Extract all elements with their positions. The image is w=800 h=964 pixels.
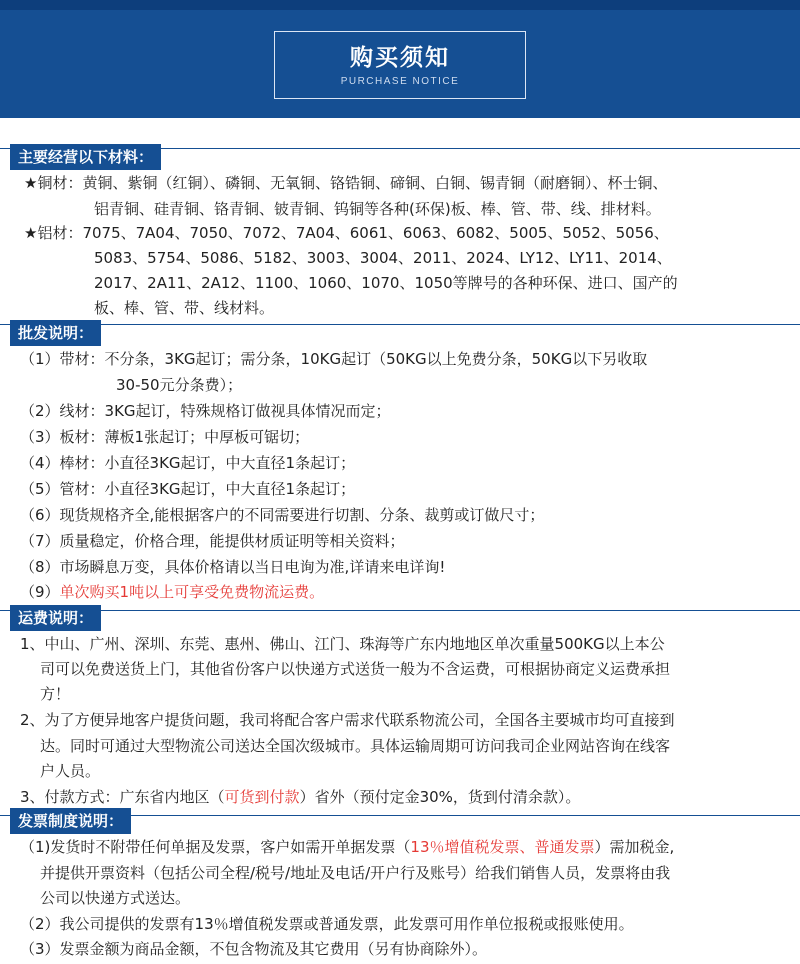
invoice-line: （2）我公司提供的发票有13％增值税发票或普通发票，此发票可用作单位报税或报账使用。 bbox=[20, 915, 634, 933]
wholesale-line: 30-50元分条费）； bbox=[116, 376, 243, 394]
section-heading-materials: 主要经营以下材料： bbox=[10, 144, 161, 170]
materials-line: 板、棒、管、带、线材料。 bbox=[94, 299, 275, 317]
wholesale-line-9 bbox=[20, 579, 324, 605]
section-divider bbox=[0, 324, 800, 325]
section-heading-wholesale: 批发说明： bbox=[10, 320, 101, 346]
invoice-line: （3）发票金额为商品金额，不包含物流及其它费用（另有协商除外）。 bbox=[20, 940, 488, 958]
invoice-line-1-prefix: （1)发货时不附带任何单据及发票，客户如需开单据发票（ bbox=[20, 838, 411, 856]
section-heading-invoice: 发票制度说明： bbox=[10, 808, 131, 834]
free-shipping-highlight: 单次购买1吨以上可享受免费物流运费。 bbox=[59, 583, 325, 601]
title-box bbox=[274, 31, 526, 99]
wholesale-line-9-prefix: （9） bbox=[20, 583, 60, 601]
invoice-line-1 bbox=[20, 834, 674, 860]
wholesale-line: （5）管材：小直径3KG起订，中大直径1条起订； bbox=[20, 480, 356, 498]
shipping-line-payment bbox=[20, 784, 580, 810]
shipping-line: 司可以免费送货上门，其他省份客户以快递方式送货一般为不含运费，可根据协商定义运费承担 bbox=[40, 660, 671, 678]
section-heading-shipping: 运费说明： bbox=[10, 605, 101, 631]
materials-line: ★铝材：7075、7A04、7050、7072、7A04、6061、6063、6082、5005、5052、5056、 bbox=[24, 224, 669, 242]
invoice-line-1-suffix: ）需加税金, bbox=[594, 838, 675, 856]
shipping-line: 方！ bbox=[40, 685, 71, 703]
materials-line: 2017、2A11、2A12、1100、1060、1070、1050等牌号的各种环保、进口、国产的 bbox=[94, 274, 678, 292]
payment-prefix: 3、付款方式：广东省内地区（ bbox=[20, 788, 225, 806]
shipping-line: 户人员。 bbox=[40, 762, 101, 780]
wholesale-line: （3）板材：薄板1张起订；中厚板可锯切； bbox=[20, 428, 310, 446]
invoice-line: 公司以快递方式送达。 bbox=[40, 889, 191, 907]
wholesale-line: （8）市场瞬息万变，具体价格请以当日电询为准,详请来电详询! bbox=[20, 558, 446, 576]
payment-suffix: ）省外（预付定金30%，货到付清余款）。 bbox=[299, 788, 581, 806]
wholesale-line: （1）带材：不分条，3KG起订；需分条，10KG起订（50KG以上免费分条，50KG以下另收取 bbox=[20, 350, 648, 368]
wholesale-line: （6）现货规格齐全,能根据客户的不同需要进行切割、分条、裁剪或订做尺寸； bbox=[20, 506, 545, 524]
wholesale-line: （4）棒材：小直径3KG起订，中大直径1条起订； bbox=[20, 454, 356, 472]
section-divider bbox=[0, 610, 800, 611]
materials-line: ★铜材：黄铜、紫铜（红铜）、磷铜、无氧铜、铬锆铜、碲铜、白铜、锡青铜（耐磨铜）、杯士铜、 bbox=[24, 174, 668, 192]
cash-on-delivery-highlight: 可货到付款 bbox=[224, 788, 300, 806]
shipping-line: 2、为了方便异地客户提货问题，我司将配合客户需求代联系物流公司，全国各主要城市均可直接到 bbox=[20, 711, 675, 729]
materials-line: 铝青铜、硅青铜、铬青铜、铍青铜、钨铜等各种(环保)板、棒、管、带、线、排材料。 bbox=[94, 200, 661, 218]
vat-invoice-highlight: 13％增值税发票、普通发票 bbox=[410, 838, 595, 856]
shipping-line: 达。同时可通过大型物流公司送达全国次级城市。具体运输周期可访问我司企业网站咨询在线客 bbox=[40, 737, 671, 755]
page-subtitle: PURCHASE NOTICE bbox=[340, 75, 460, 87]
invoice-line: 并提供开票资料（包括公司全程/税号/地址及电话/开户行及账号）给我们销售人员，发票将由我 bbox=[40, 864, 671, 882]
wholesale-line: （7）质量稳定，价格合理，能提供材质证明等相关资料； bbox=[20, 532, 405, 550]
page-title: 购买须知 bbox=[350, 44, 450, 71]
materials-line: 5083、5754、5086、5182、3003、3004、2011、2024、LY12、LY11、2014、 bbox=[94, 249, 672, 267]
header-banner bbox=[0, 0, 800, 118]
shipping-line: 1、中山、广州、深圳、东莞、惠州、佛山、江门、珠海等广东内地地区单次重量500KG以上本公 bbox=[20, 635, 665, 653]
wholesale-line: （2）线材：3KG起订，特殊规格订做视具体情况而定； bbox=[20, 402, 391, 420]
